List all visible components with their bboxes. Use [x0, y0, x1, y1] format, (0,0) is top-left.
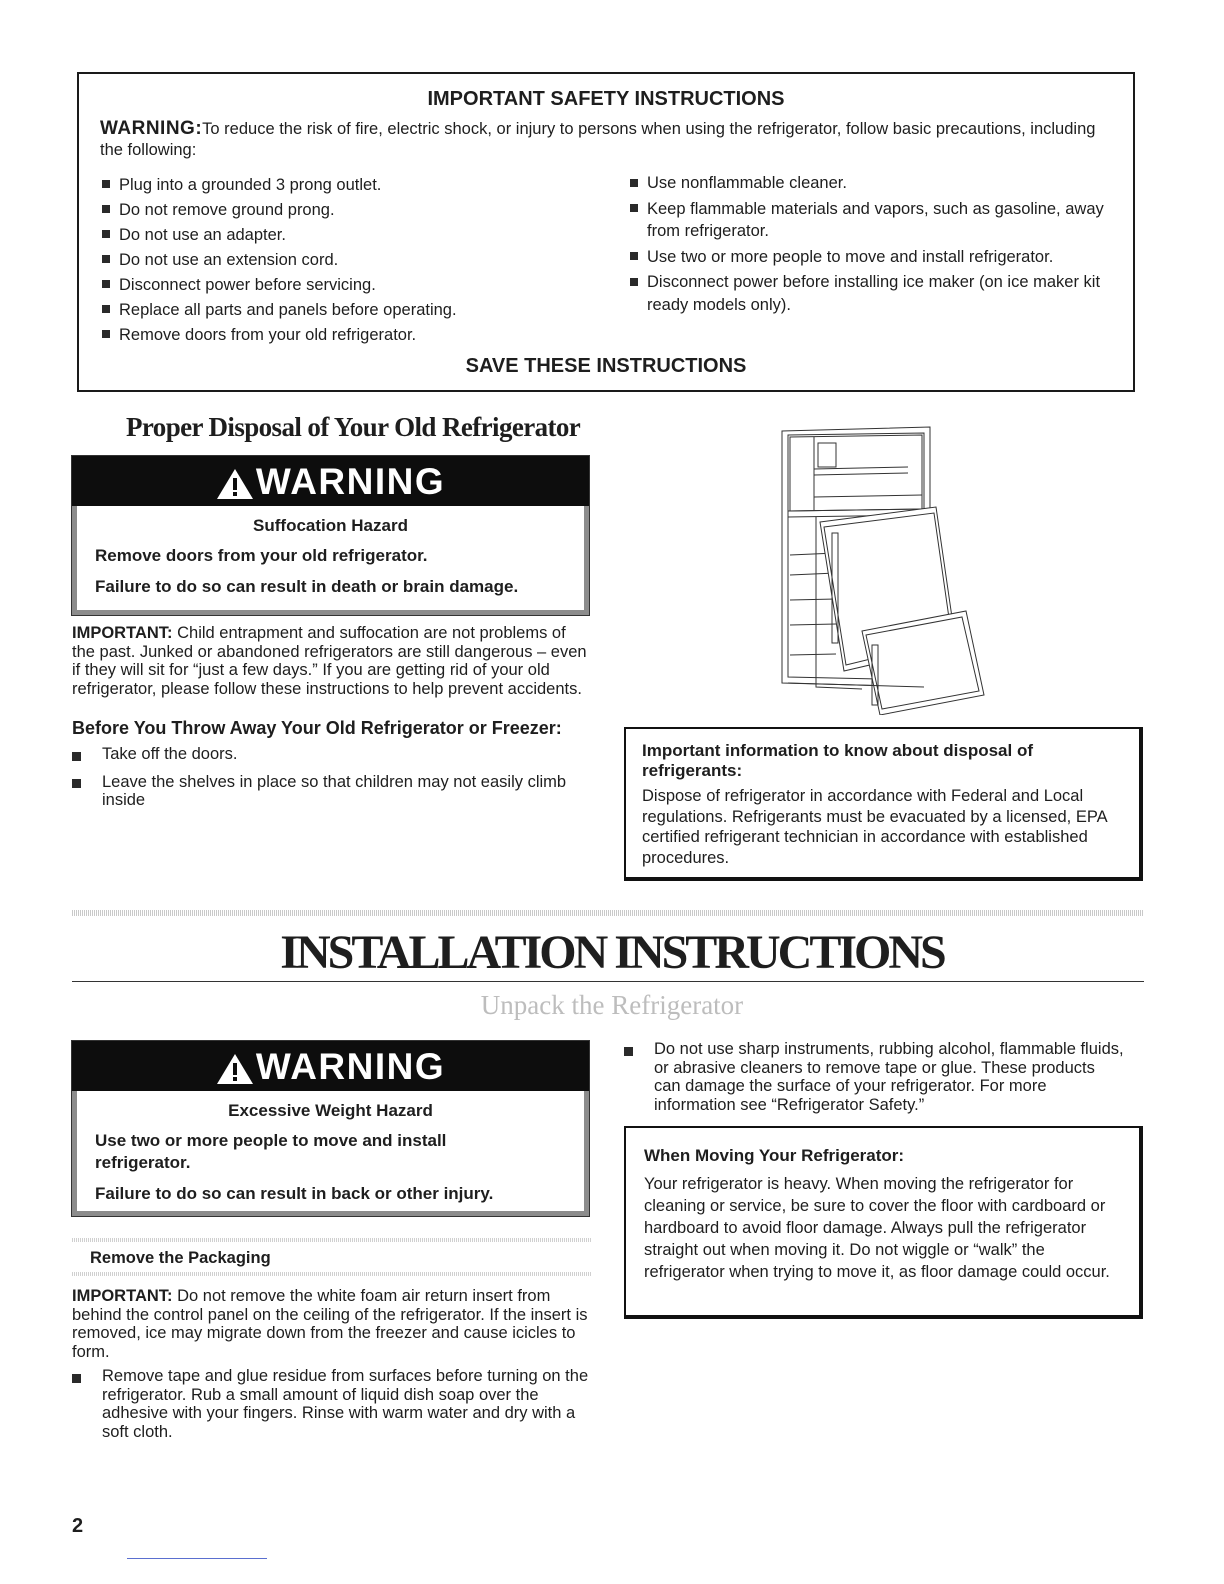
refrigerator-doors-removed-illustration	[776, 425, 988, 715]
footer-rule	[127, 1558, 267, 1559]
safety-title: IMPORTANT SAFETY INSTRUCTIONS	[427, 88, 785, 110]
list-item: Take off the doors.	[72, 745, 592, 764]
warning-body	[77, 1091, 584, 1211]
list-item: Leave the shelves in place so that children may not easily climb inside	[72, 773, 592, 810]
warning-label: WARNING:	[100, 118, 203, 139]
list-item: Use two or more people to move and install refrigerator.	[628, 246, 1128, 269]
packaging-important-paragraph	[72, 1287, 592, 1361]
list-item: Do not use an adapter.	[100, 223, 600, 248]
warning-banner	[72, 456, 589, 506]
list-item: Do not remove ground prong.	[100, 198, 600, 223]
moving-text: Your refrigerator is heavy. When moving the refrigerator for cleaning or service, be sure to cover the floor with cardboard or hardboard to avoid floor damage. Always pull the refrigerator straight out when moving it. Do not wiggle or “walk” the refrigerator when trying to move it, as floor damage could occur.	[644, 1175, 1110, 1281]
warning-triangle-icon	[216, 467, 254, 501]
unpack-heading: Unpack the Refrigerator	[480, 990, 744, 1020]
heading-rule	[72, 981, 1144, 982]
remove-packaging-heading: Remove the Packaging	[90, 1249, 271, 1267]
warning-body: To reduce the risk of fire, electric shock, or injury to persons when using the refrigerator, follow basic precautions, including the following:	[100, 120, 1096, 159]
list-item: Use nonflammable cleaner.	[628, 172, 1128, 195]
warning-banner	[72, 1041, 589, 1091]
list-item: Do not use sharp instruments, rubbing alcohol, flammable fluids, or abrasive cleaners to remove tape or glue. These products can damage the surface of your refrigerator. For more information see “Refrigerator Safety.”	[624, 1040, 1124, 1114]
warning-line: Failure to do so can result in death or brain damage.	[95, 577, 519, 596]
before-throw-list	[72, 745, 592, 819]
refrigerant-disposal-box	[624, 727, 1143, 881]
tape-removal-list	[72, 1367, 592, 1441]
list-item: Keep flammable materials and vapors, such as gasoline, away from refrigerator.	[628, 198, 1128, 243]
page-number: 2	[72, 1515, 84, 1537]
list-item: Replace all parts and panels before operating.	[100, 298, 600, 323]
moving-title: When Moving Your Refrigerator:	[644, 1146, 905, 1165]
list-item: Remove doors from your old refrigerator.	[100, 323, 600, 348]
warning-line: Failure to do so can result in back or other injury.	[95, 1184, 494, 1203]
list-item: Remove tape and glue residue from surfaces before turning on the refrigerator. Rub a small amount of liquid dish soap over the adhesive with your fingers. Rinse with warm water and dry with a soft cloth.	[72, 1367, 592, 1441]
weight-warning-panel	[71, 1040, 590, 1217]
before-throw-heading: Before You Throw Away Your Old Refrigerator or Freezer:	[72, 718, 562, 738]
hazard-title: Excessive Weight Hazard	[228, 1101, 433, 1120]
important-text: Do not remove the white foam air return insert from behind the control panel on the ceiling of the refrigerator. If the insert is removed, ice may migrate down from the freezer and cause icicles to form.	[72, 1287, 588, 1361]
subsection-rule	[72, 1272, 591, 1276]
suffocation-warning-panel	[71, 455, 590, 616]
warning-banner-text: WARNING	[255, 461, 446, 502]
disposal-heading: Proper Disposal of Your Old Refrigerator	[126, 412, 581, 442]
hazard-title: Suffocation Hazard	[253, 516, 408, 535]
warning-line: Remove doors from your old refrigerator.	[95, 546, 428, 565]
list-item: Disconnect power before installing ice maker (on ice maker kit ready models only).	[628, 271, 1128, 316]
installation-heading: INSTALLATION INSTRUCTIONS	[280, 926, 944, 979]
save-instructions-heading: SAVE THESE INSTRUCTIONS	[465, 355, 747, 377]
warning-banner-text: WARNING	[255, 1046, 446, 1087]
safety-list-left	[100, 173, 600, 348]
refrigerant-title: Important information to know about disposal of refrigerants:	[642, 741, 1033, 780]
safety-warning-text	[100, 118, 1115, 161]
safety-list-right	[628, 172, 1128, 319]
warning-triangle-icon	[216, 1052, 254, 1086]
warning-body	[77, 506, 584, 610]
moving-refrigerator-box	[624, 1126, 1143, 1319]
list-item: Do not use an extension cord.	[100, 248, 600, 273]
important-label: IMPORTANT:	[72, 624, 173, 642]
list-item: Disconnect power before servicing.	[100, 273, 600, 298]
cleaner-caution-list	[624, 1040, 1124, 1114]
safety-instructions-box	[77, 72, 1135, 392]
disposal-important-paragraph	[72, 624, 592, 698]
refrigerant-text: Dispose of refrigerator in accordance with Federal and Local regulations. Refrigerants must be evacuated by a licensed, EPA certified refrigerant technician in accordance with established procedures.	[642, 787, 1107, 867]
list-item: Plug into a grounded 3 prong outlet.	[100, 173, 600, 198]
warning-line: Use two or more people to move and install refrigerator.	[95, 1131, 447, 1172]
section-divider	[72, 910, 1144, 916]
important-label: IMPORTANT:	[72, 1287, 173, 1305]
important-text: Child entrapment and suffocation are not problems of the past. Junked or abandoned refrigerators are still dangerous – even if they will sit for “just a few days.” If you are getting rid of your old refrigerator, please follow these instructions to help prevent accidents.	[72, 624, 587, 698]
